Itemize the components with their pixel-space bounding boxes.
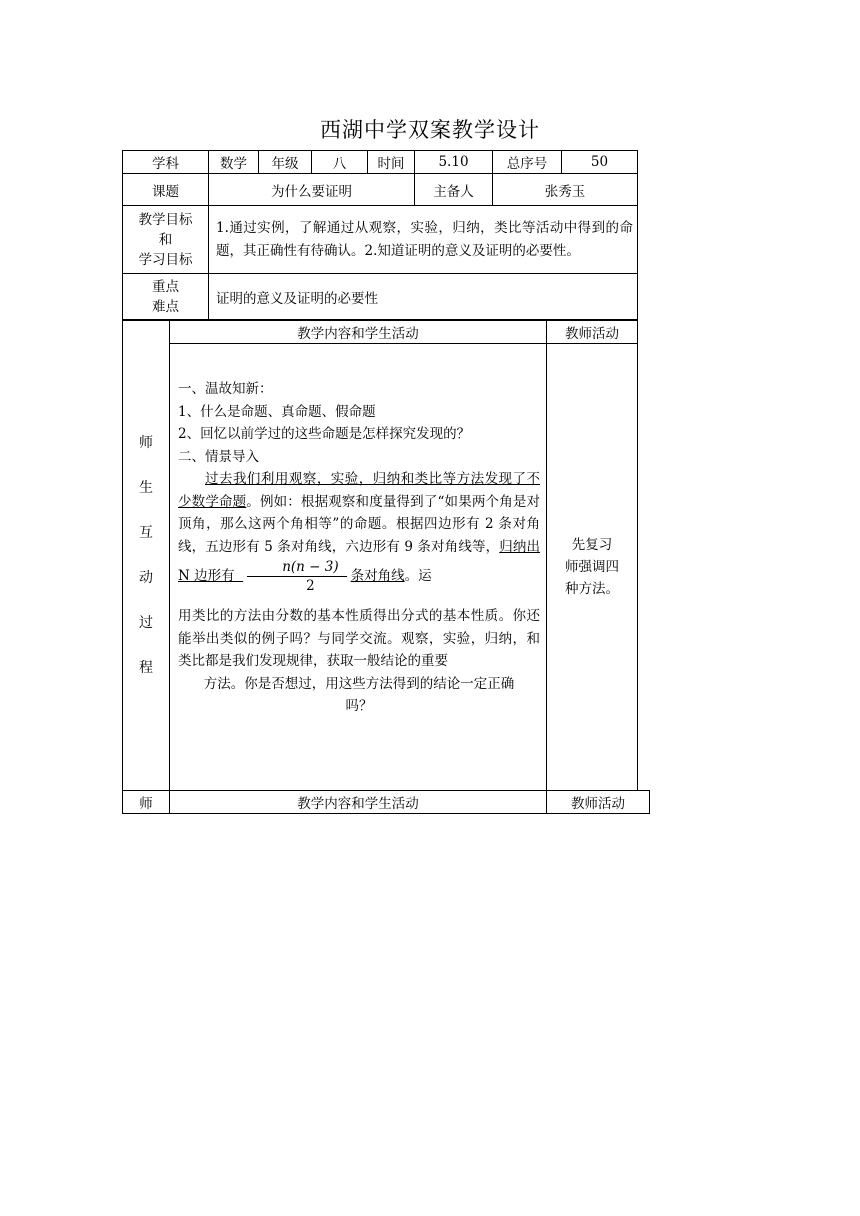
lesson-info-table — [122, 150, 638, 320]
process-side-label — [123, 321, 170, 791]
grade-label: 年级 — [259, 151, 312, 174]
subject-label: 学科 — [123, 151, 209, 174]
question-1: 1、什么是命题、真命题、假命题 — [178, 403, 376, 420]
teacher-note-line3: 种方法。 — [565, 581, 619, 597]
continuation-teacher-header: 教师活动 — [547, 791, 650, 814]
process-table — [122, 320, 638, 791]
focus-label — [123, 274, 209, 320]
goals-label-line2: 和 — [158, 231, 173, 248]
time-label: 时间 — [368, 151, 415, 174]
grade-value: 八 — [312, 151, 368, 174]
content-column-header: 教学内容和学生活动 — [170, 321, 547, 344]
induce-phrase: 归纳出 N 边形有 — [178, 538, 541, 584]
continuation-content-header: 教学内容和学生活动 — [170, 791, 547, 814]
paragraph-4: 吗？ — [345, 698, 373, 714]
goals-text: 1.通过实例，了解通过从观察，实验，归纳，类比等活动中得到的命题，其正确性有待确认。2.知道证明的意义及证明的必要性。 — [209, 206, 638, 274]
document-title: 西湖中学双案教学设计 — [320, 118, 540, 142]
intro-title: 二、情景导入 — [178, 448, 259, 465]
side-char: 生 — [139, 479, 153, 496]
preparer-label: 主备人 — [415, 174, 493, 206]
diagonal-formula — [247, 558, 346, 595]
side-char: 动 — [139, 569, 153, 586]
teacher-column-header: 教师活动 — [547, 321, 638, 344]
teacher-activity — [547, 344, 638, 791]
preparer-value: 张秀玉 — [493, 174, 638, 206]
goals-label — [123, 206, 209, 274]
focus-text: 证明的意义及证明的必要性 — [209, 274, 638, 320]
intro-paragraph — [178, 468, 540, 595]
sequence-value: 50 — [562, 151, 638, 174]
continuation-side-label: 师 — [123, 791, 170, 814]
side-char: 互 — [139, 524, 153, 541]
goals-label-line3: 学习目标 — [138, 251, 193, 268]
formula-numerator: n(n − 3) — [247, 558, 346, 577]
paragraph-3: 方法。你是否想过，用这些方法得到的结论一定正确 — [203, 675, 515, 692]
topic-value: 为什么要证明 — [209, 174, 415, 206]
diagonal-phrase: 条对角线 — [350, 568, 405, 584]
paragraph-2: 用类比的方法由分数的基本性质得出分式的基本性质。你还能举出类似的例子吗？与同学交流。观察，实验，归纳，和类比都是我们发现规律，获取一般结论的重要 — [178, 608, 540, 669]
after-formula-text: 。运 — [404, 568, 432, 584]
teacher-note-line1: 先复习 — [571, 537, 613, 553]
subject-value: 数学 — [209, 151, 259, 174]
continuation-header-table — [122, 790, 650, 814]
focus-label-line1: 重点 — [152, 278, 179, 295]
side-char: 程 — [139, 659, 153, 676]
teacher-note-line2: 师强调四 — [565, 559, 619, 575]
sequence-label: 总序号 — [493, 151, 562, 174]
focus-label-line2: 难点 — [152, 298, 179, 315]
question-2: 2、回忆以前学过的这些命题是怎样探究发现的？ — [178, 426, 471, 442]
goals-label-line1: 教学目标 — [138, 211, 193, 228]
time-value: 5.10 — [415, 151, 493, 174]
side-char: 过 — [139, 614, 153, 631]
side-char: 师 — [139, 434, 153, 451]
formula-denominator: 2 — [306, 578, 315, 594]
underlined-phrase: 过去我们利用观察，实验，归纳和类比等方法发现了不少数学命题 — [178, 471, 540, 510]
topic-label: 课题 — [123, 174, 209, 206]
review-title: 一、温故知新： — [178, 381, 273, 397]
lesson-content — [170, 344, 547, 791]
paragraph-text: 。例如：根据观察和度量得到了“如果两个角是对顶角，那么这两个角相等”的命题。根据四边形有 2 条对角线，五边形有 5 条对角线，六边形有 9 条对角线等， — [178, 493, 541, 555]
